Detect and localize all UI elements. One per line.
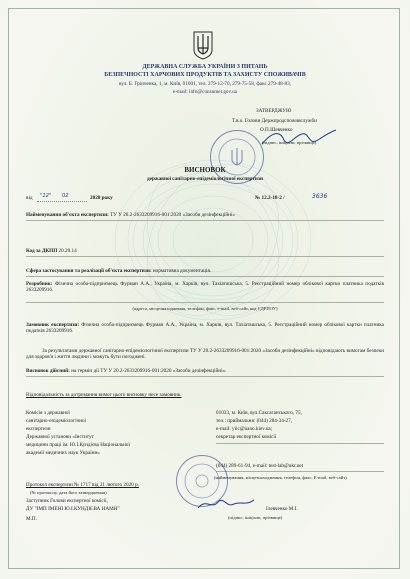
- approval-signature: [258, 126, 338, 152]
- valid-label: Висновок дійсний:: [26, 368, 70, 374]
- header-line-2: БЕЗПЕЧНОСТІ ХАРЧОВИХ ПРОДУКТІВ ТА ЗАХИСТУ СПОЖИВАЧІВ: [104, 72, 306, 78]
- object-value: ТУ У 20.2-2633209916-001:2020 «Засоби дезінфекційні»: [110, 212, 235, 218]
- commission-left-2: санітарно-епідеміологічної: [26, 418, 87, 424]
- commission-left-3: експертизи: [26, 426, 51, 432]
- commission-left-5: медицини праці ім. Ю.І.Кундієва Національної: [26, 442, 130, 448]
- doc-number-handwritten: 3636: [312, 193, 328, 200]
- code-label: Код за ДКПП: [26, 248, 58, 254]
- rule-phone: [216, 471, 384, 472]
- protocol-line: Протокол експертизи № 1717 від 21 лютого 2020 р.: [26, 482, 139, 488]
- date-year: 2020 року: [90, 195, 113, 201]
- approval-position: Т.в.о. Голови Держпродспоживслужби: [232, 118, 317, 124]
- header-address: вул. Б. Грінченка, 1, м. Київ, 01001, тел. 279-12-70, 279-75-58, факс 279-48-83,: [119, 81, 291, 87]
- date-prefix: від: [26, 195, 33, 201]
- developer-caption: (адреса, місцезнаходження, телефон, факс, e-mail, веб-сайт, код ЄДРПОУ): [132, 306, 278, 311]
- commission-right-1: 01033, м. Київ, вул.Саксаганського, 75,: [216, 410, 302, 416]
- approval-sign-caption: (підпис, ініціали, прізвище): [262, 140, 317, 145]
- commission-left-1: Комісія з державної: [26, 410, 70, 416]
- footer-sign-caption: (підпис, ініціали, прізвище): [228, 515, 283, 520]
- header-line-1: ДЕРЖАВНА СЛУЖБА УКРАЇНИ З ПИТАНЬ: [142, 64, 268, 70]
- customer-block: [26, 322, 384, 334]
- valid-value: на термін дії ТУ У 20.2-2633209916-001:2020 «Засоби дезінфекційні».: [71, 368, 227, 374]
- doc-number-prefix: № 12.2-18-2 /: [255, 195, 285, 201]
- sphere-label: Сфера застосування та реалізації об'єкта експертизи:: [26, 268, 152, 274]
- trident-emblem-icon: [192, 30, 214, 60]
- protocol-caption: (№ протоколу, дата його затвердження): [30, 490, 107, 495]
- date-day: "12": [40, 193, 52, 199]
- header-email: e-mail: info@consumer.gov.ua: [173, 89, 237, 95]
- rule-code: [26, 256, 384, 257]
- customer-label: Замовник експертизи:: [26, 322, 80, 328]
- deputy-line-2: ДУ "ІМП ІМЕНІ Ю.І.КУНДІЄВА НАМН": [26, 506, 120, 512]
- commission-left-6: академії медичних наук України»: [26, 450, 100, 456]
- object-label: Найменування об'єкта експертизи:: [26, 212, 109, 218]
- doc-subtitle: державної санітарно-епідеміологічної експертизи: [147, 176, 263, 182]
- deputy-name: Ілевченко М.І.: [266, 506, 298, 512]
- commission-right-3: e-mail: yiic@nano.kiev.ua;: [216, 426, 273, 432]
- customer-value: Фізична особа-підприємець Фурман А.А., Україна, м. Харків, вул. Тахіаташська, 5. Реєстраційний номер облікової картки платника податків 2633209916.: [26, 322, 384, 335]
- valid-row: [26, 368, 226, 374]
- date-underline: [37, 201, 87, 202]
- code-value: 20.20.14: [58, 248, 77, 254]
- rule-developer: [26, 302, 384, 303]
- object-row: [26, 212, 235, 218]
- sphere-value: нормативна документація.: [152, 268, 212, 274]
- approval-name: О.П.Шевченко: [260, 127, 293, 133]
- commission-caption: (найменування, місцезнаходження, телефон, факс, E-mail, веб-сайт): [214, 475, 347, 480]
- date-month: 02: [62, 193, 69, 199]
- rule-commission: [216, 443, 384, 444]
- rule-valid: [26, 376, 384, 377]
- approval-title: ЗАТВЕРДЖУЮ: [256, 108, 292, 114]
- deputy-signature: [196, 494, 256, 514]
- commission-left-4: Державної установи «Інститут: [26, 434, 94, 440]
- developer-label: Розробник:: [26, 281, 53, 287]
- commission-right-5: (044) 289-61-94, e-mail: test-lab@ukr.net: [216, 463, 304, 469]
- developer-block: [26, 281, 384, 293]
- code-row: [26, 248, 77, 254]
- commission-right-4: секретар експертної комісії: [216, 434, 277, 440]
- developer-value: Фізична особа-підприємець Фурман А.А., Україна, м. Харків, вул. Тахіаташська, 5. Реєстраційний номер облікової картки платника податків 2633209916.: [26, 281, 384, 294]
- sphere-row: [26, 268, 211, 274]
- doc-title: ВИСНОВОК: [184, 166, 226, 174]
- commission-right-2: тел.: приймальня: (044) 284-34-27,: [216, 418, 293, 424]
- rule-object: [26, 220, 384, 221]
- mp-label: М.П.: [26, 516, 37, 522]
- responsibility-text: Відповідальність за дотримання вимог цього висновку несе замовник.: [26, 392, 182, 398]
- deputy-line-1: Заступник Голови експертної комісії,: [26, 498, 108, 504]
- result-text: За результатами державної санітарно-епідеміологічної експертизи ТУ У 20.2-2633209916-001:2020 «Засоби дезінфекційні» відповідають вимогам безпеки для здоров'я і життя людини і можуть бути погоджені.: [26, 348, 384, 361]
- rule-sphere: [26, 276, 384, 277]
